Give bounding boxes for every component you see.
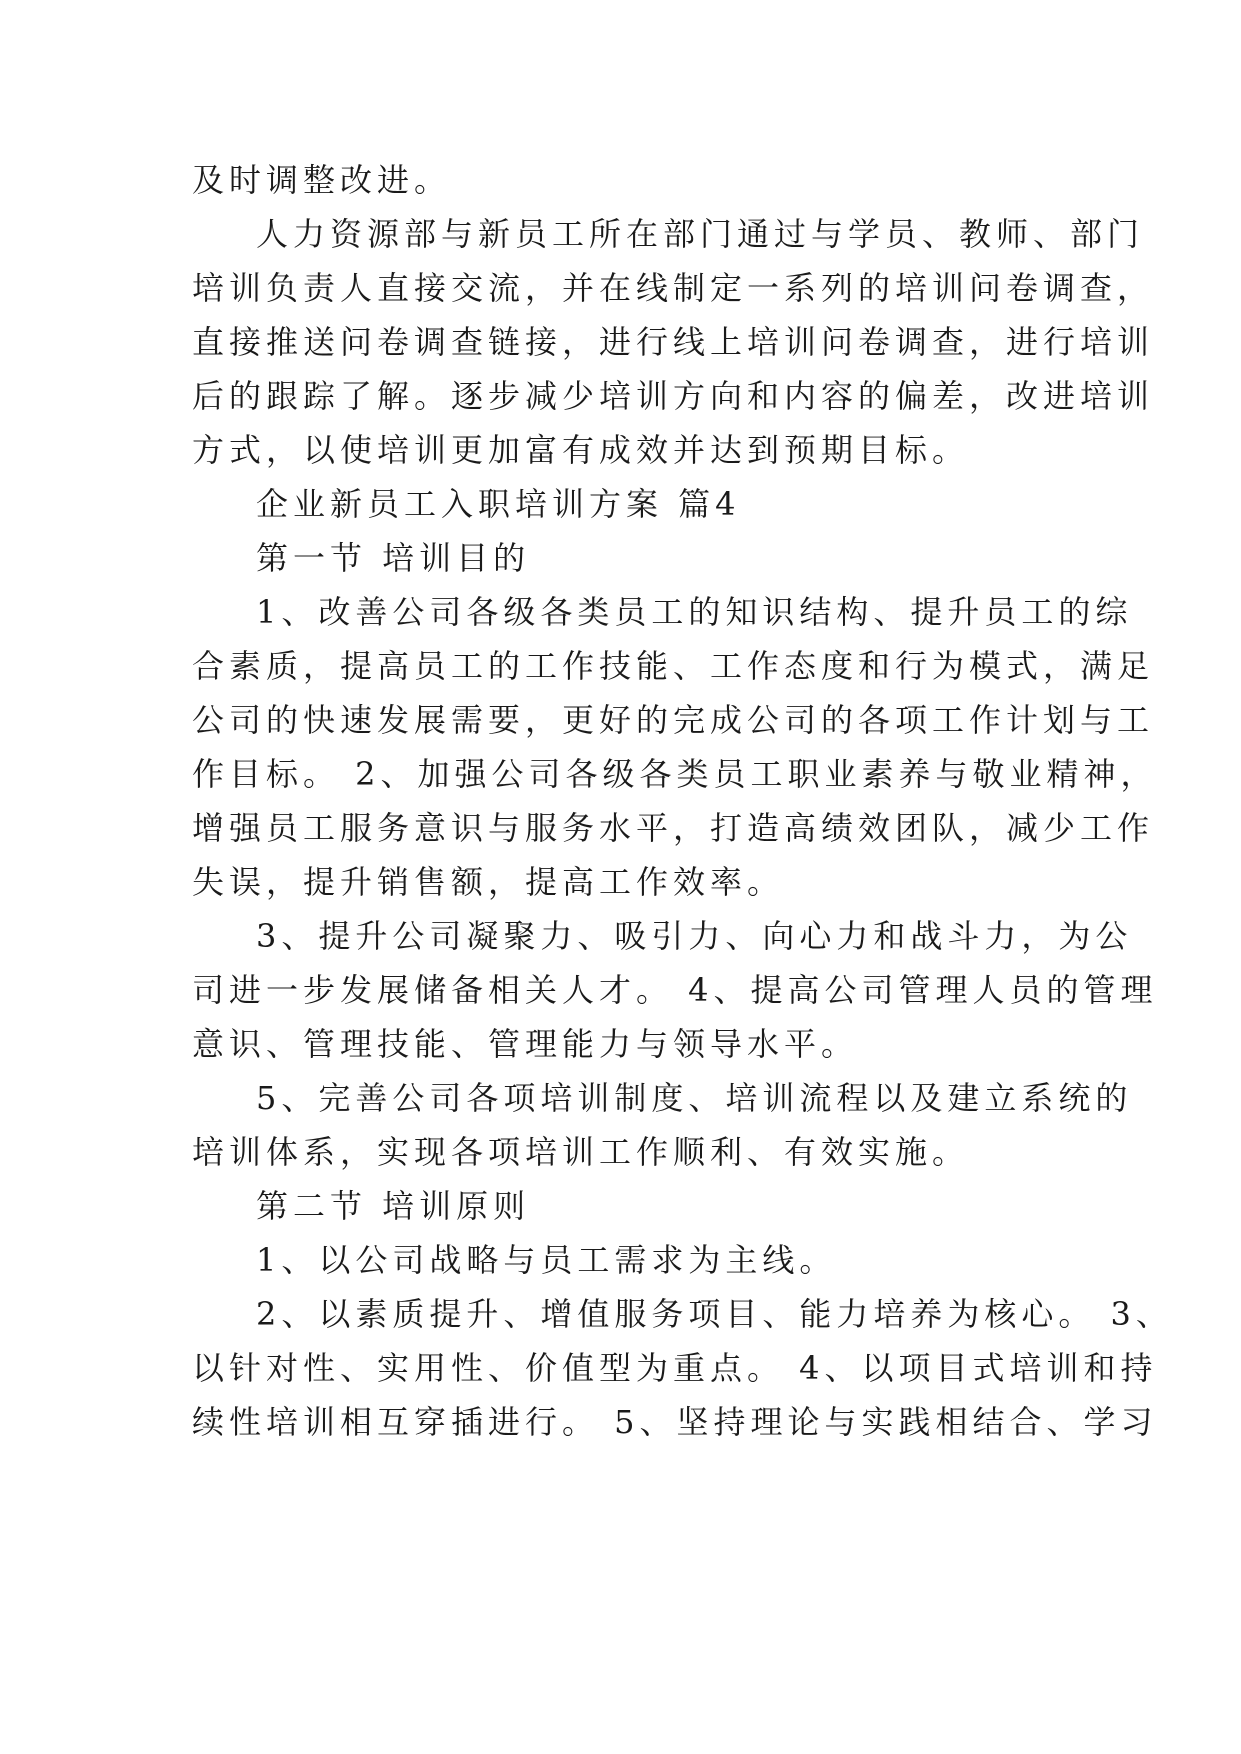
section-heading: 第一节 培训目的 [256, 539, 531, 577]
text-line: 5、完善公司各项培训制度、培训流程以及建立系统的 [256, 1079, 1133, 1117]
text-line: 以针对性、实用性、价值型为重点。 4、以项目式培训和持 [192, 1349, 1158, 1387]
text-line: 直接推送问卷调查链接，进行线上培训问卷调查，进行培训 [192, 323, 1155, 361]
text-line: 失误，提升销售额，提高工作效率。 [192, 863, 785, 901]
text-line: 人力资源部与新员工所在部门通过与学员、教师、部门 [256, 215, 1145, 253]
text-line: 作目标。 2、加强公司各级各类员工职业素养与敬业精神， [192, 755, 1158, 793]
text-line: 培训负责人直接交流，并在线制定一系列的培训问卷调查， [192, 269, 1155, 307]
text-line: 公司的快速发展需要，更好的完成公司的各项工作计划与工 [192, 701, 1155, 739]
text-line: 3、提升公司凝聚力、吸引力、向心力和战斗力，为公 [256, 917, 1133, 955]
text-line: 培训体系，实现各项培训工作顺利、有效实施。 [192, 1133, 970, 1171]
text-line: 方式，以使培训更加富有成效并达到预期目标。 [192, 431, 970, 469]
text-line: 司进一步发展储备相关人才。 4、提高公司管理人员的管理 [192, 971, 1158, 1009]
text-line: 合素质，提高员工的工作技能、工作态度和行为模式，满足 [192, 647, 1155, 685]
text-line: 1、以公司战略与员工需求为主线。 [256, 1241, 837, 1279]
text-line: 增强员工服务意识与服务水平，打造高绩效团队，减少工作 [192, 809, 1155, 847]
text-line: 1、改善公司各级各类员工的知识结构、提升员工的综 [256, 593, 1133, 631]
text-line: 后的跟踪了解。逐步减少培训方向和内容的偏差，改进培训 [192, 377, 1155, 415]
text-line: 意识、管理技能、管理能力与领导水平。 [192, 1025, 859, 1063]
section-heading: 第二节 培训原则 [256, 1187, 531, 1225]
text-line: 2、以素质提升、增值服务项目、能力培养为核心。 3、 [256, 1295, 1173, 1333]
text-line: 及时调整改进。 [192, 161, 452, 199]
section-title: 企业新员工入职培训方案 篇4 [256, 485, 741, 523]
text-line: 续性培训相互穿插进行。 5、坚持理论与实践相结合、学习 [192, 1403, 1158, 1441]
